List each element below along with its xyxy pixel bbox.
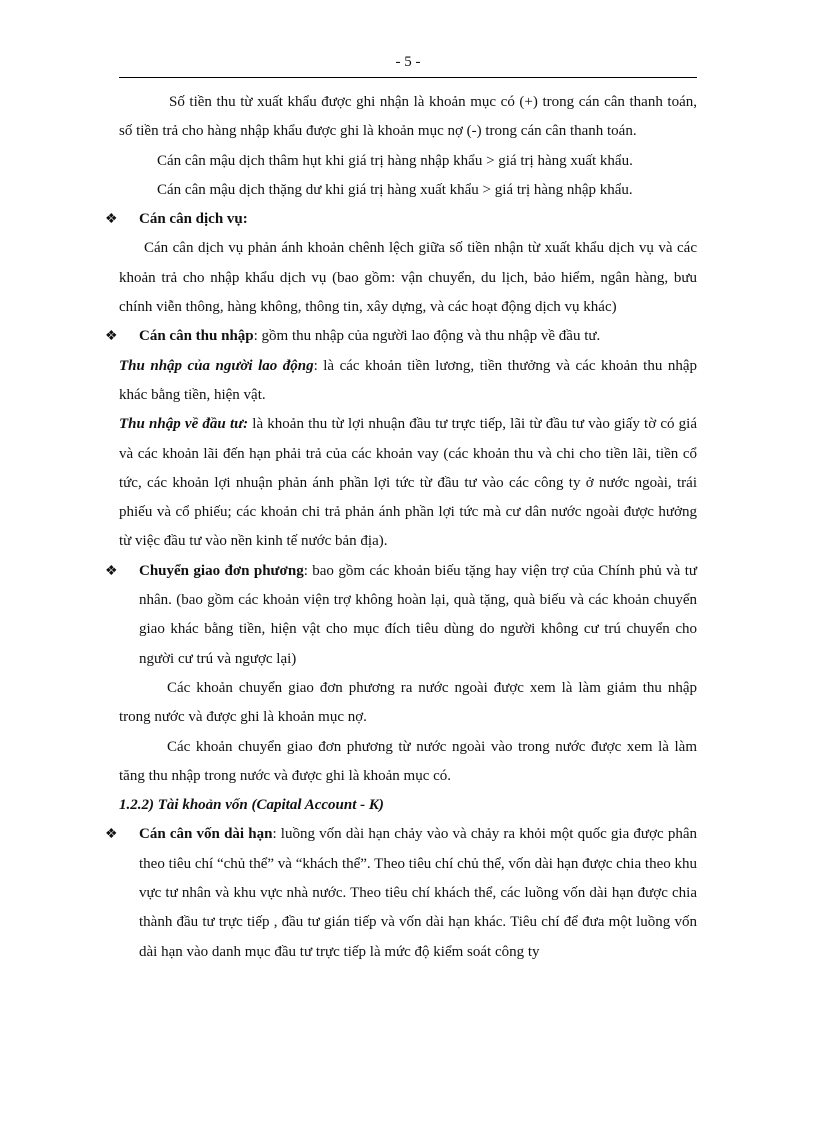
bullet-text: : gồm thu nhập của người lao động và thu nhập về đầu tư.	[253, 328, 601, 345]
term-text: : là các khoản tiền lương, tiền thưởng và các khoản thu nhập khác bằng tiền, hiện vật.	[119, 357, 698, 403]
paragraph-incoming-transfers: Các khoản chuyển giao đơn phương từ nước ngoài vào trong nước được xem là làm tăng thu nhập trong nước và được ghi là khoản mục có.	[119, 738, 697, 784]
term-label: Thu nhập của người lao động	[119, 357, 314, 374]
document-body	[105, 88, 698, 967]
paragraph-labor-income	[119, 352, 697, 411]
bullet-long-term-capital	[105, 820, 697, 966]
page-number: - 5 -	[395, 54, 421, 70]
diamond-bullet-icon: ❖	[105, 827, 118, 843]
paragraph-investment-income	[119, 410, 697, 556]
bullet-title: Cán cân thu nhập	[139, 328, 254, 345]
header-rule	[119, 77, 697, 78]
section-heading-capital-account: 1.2.2) Tài khoản vốn (Capital Account - K)	[119, 797, 384, 814]
paragraph-export-import-recording: Số tiền thu từ xuất khẩu được ghi nhận là khoản mục có (+) trong cán cân thanh toán, số tiền trả cho hàng nhập khẩu được ghi là khoản mục nợ (-) trong cán cân thanh toán.	[119, 94, 697, 140]
diamond-bullet-icon: ❖	[105, 329, 118, 345]
bullet-income-balance	[105, 322, 697, 351]
paragraph-outgoing-transfers: Các khoản chuyển giao đơn phương ra nước ngoài được xem là làm giảm thu nhập trong nước và được ghi là khoản mục nợ.	[119, 679, 697, 726]
term-text: là khoản thu từ lợi nhuận đầu tư trực tiếp, lãi từ đầu tư vào giấy tờ có giá và các khoản lãi đến hạn phải trả của các khoản vay (các khoản thu và chi cho tiền lãi, tiền cổ tức, các khoản lợi nhuận phản ánh phần lợi tức từ đầu tư vào các công ty ở nước ngoài, trái phiếu và cổ phiếu; các khoản chi trả phản ánh phần lợi tức mà cư dân nước ngoài được hưởng từ việc đầu tư vào nền kinh tế nước bản địa).	[119, 416, 697, 550]
bullet-unilateral-transfers	[105, 557, 698, 674]
bullet-services-balance	[105, 205, 697, 234]
diamond-bullet-icon: ❖	[105, 563, 118, 579]
diamond-bullet-icon: ❖	[105, 212, 118, 228]
bullet-title: Cán cân dịch vụ:	[139, 211, 248, 228]
bullet-title: Cán cân vốn dài hạn	[139, 826, 273, 843]
paragraph-services-description: Cán cân dịch vụ phản ánh khoản chênh lệch giữa số tiền nhận từ xuất khẩu dịch vụ và các khoản trả cho nhập khẩu dịch vụ (bao gồm: vận chuyển, du lịch, bảo hiểm, ngân hàng, bưu chính viễn thông, hàng không, thông tin, xây dựng, và các hoạt động dịch vụ khác)	[119, 240, 697, 316]
paragraph-trade-surplus: Cán cân mậu dịch thặng dư khi giá trị hàng xuất khẩu > giá trị hàng nhập khẩu.	[157, 181, 633, 198]
bullet-title: Chuyển giao đơn phương	[139, 562, 304, 579]
bullet-text: : luồng vốn dài hạn chảy vào và chảy ra khỏi một quốc gia được phân theo tiêu chí “chủ thể” và “khách thể”. Theo tiêu chí chủ thể, vốn dài hạn được chia theo khu vực tư nhân và khu vực nhà nước. Theo tiêu chí khách thể, các luồng vốn dài hạn được chia thành đầu tư trực tiếp , đầu tư gián tiếp và vốn dài hạn khác. Tiêu chí để đưa một luồng vốn dài hạn vào danh mục đầu tư trực tiếp là mức độ kiểm soát công ty	[139, 826, 697, 960]
paragraph-trade-deficit: Cán cân mậu dịch thâm hụt khi giá trị hàng nhập khẩu > giá trị hàng xuất khẩu.	[157, 152, 633, 169]
bullet-text: : bao gồm các khoản biếu tặng hay viện trợ của Chính phủ và tư nhân. (bao gồm các khoản viện trợ không hoàn lại, quà tặng, quà biếu và các khoản chuyển giao khác bằng tiền, hiện vật cho mục đích tiêu dùng do người không cư trú chuyển cho người cư trú và ngược lại)	[139, 562, 698, 667]
term-label: Thu nhập về đầu tư:	[119, 416, 249, 433]
